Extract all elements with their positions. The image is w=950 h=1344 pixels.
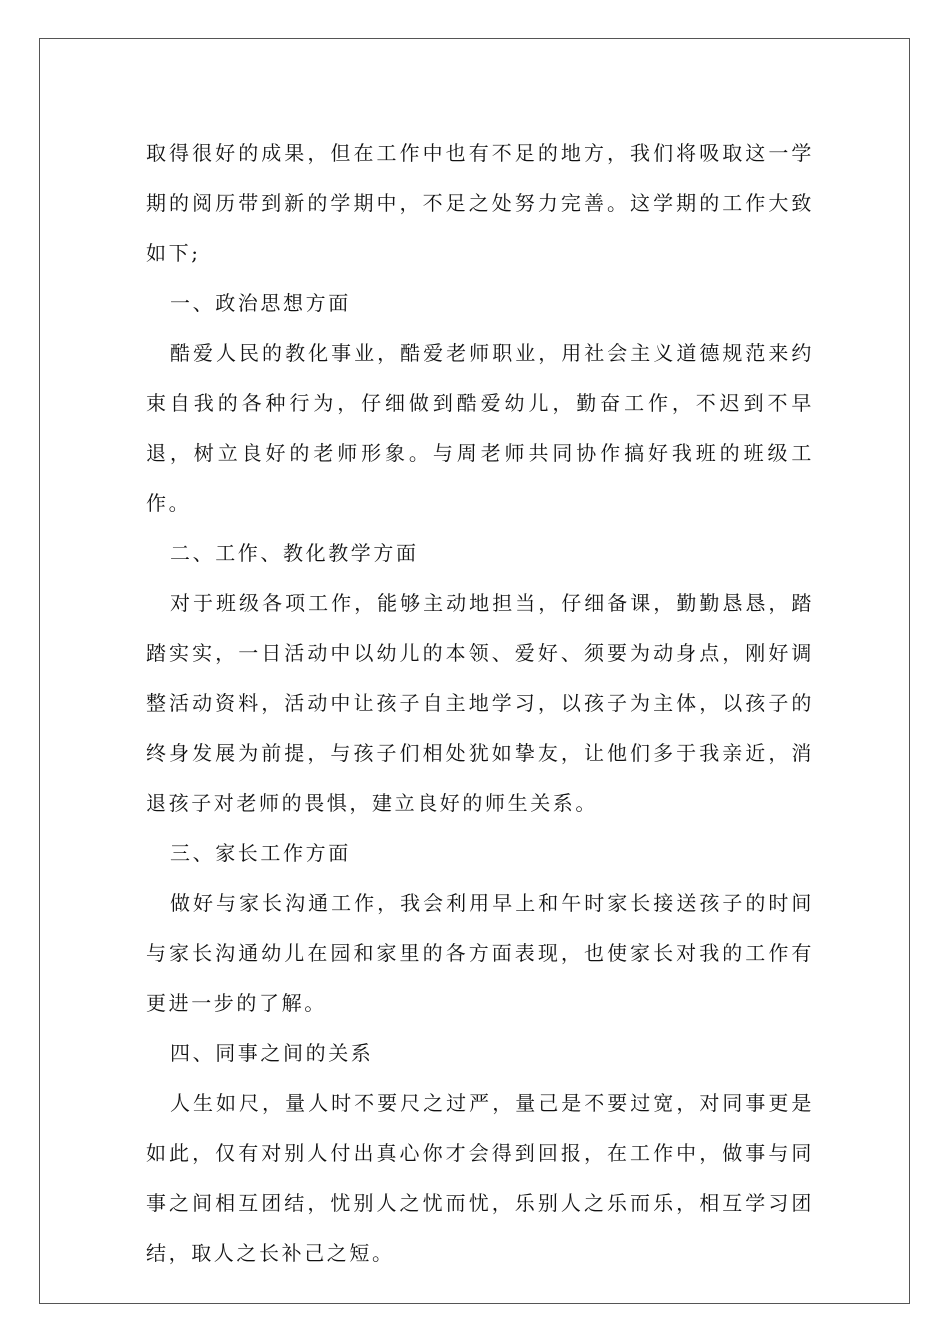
heading-colleague-relations: 四、同事之间的关系 xyxy=(170,1041,374,1065)
heading-teaching-work: 二、工作、教化教学方面 xyxy=(170,541,419,565)
document-body xyxy=(146,128,814,1278)
heading-parent-work: 三、家长工作方面 xyxy=(170,841,351,865)
paragraph-political-thought: 酷爱人民的教化事业，酷爱老师职业，用社会主义道德规范来约束自我的各种行为，仔细做到酷爱幼儿，勤奋工作，不迟到不早退，树立良好的老师形象。与周老师共同协作搞好我班的班级工作。 xyxy=(146,341,814,515)
paragraph-teaching-work: 对于班级各项工作，能够主动地担当，仔细备课，勤勤恳恳，踏踏实实，一日活动中以幼儿的本领、爱好、须要为动身点，刚好调整活动资料，活动中让孩子自主地学习，以孩子为主体，以孩子的终身发展为前提，与孩子们相处犹如挚友，让他们多于我亲近，消退孩子对老师的畏惧，建立良好的师生关系。 xyxy=(146,591,814,815)
paragraph-parent-work: 做好与家长沟通工作，我会利用早上和午时家长接送孩子的时间与家长沟通幼儿在园和家里的各方面表现，也使家长对我的工作有更进一步的了解。 xyxy=(146,891,814,1015)
paragraph-intro: 取得很好的成果，但在工作中也有不足的地方，我们将吸取这一学期的阅历带到新的学期中，不足之处努力完善。这学期的工作大致如下; xyxy=(146,141,814,265)
paragraph-colleague-relations: 人生如尺，量人时不要尺之过严，量己是不要过宽，对同事更是如此，仅有对别人付出真心你才会得到回报，在工作中，做事与同事之间相互团结，忧别人之忧而忧，乐别人之乐而乐，相互学习团结，取人之长补己之短。 xyxy=(146,1091,814,1265)
heading-political-thought: 一、政治思想方面 xyxy=(170,291,351,315)
